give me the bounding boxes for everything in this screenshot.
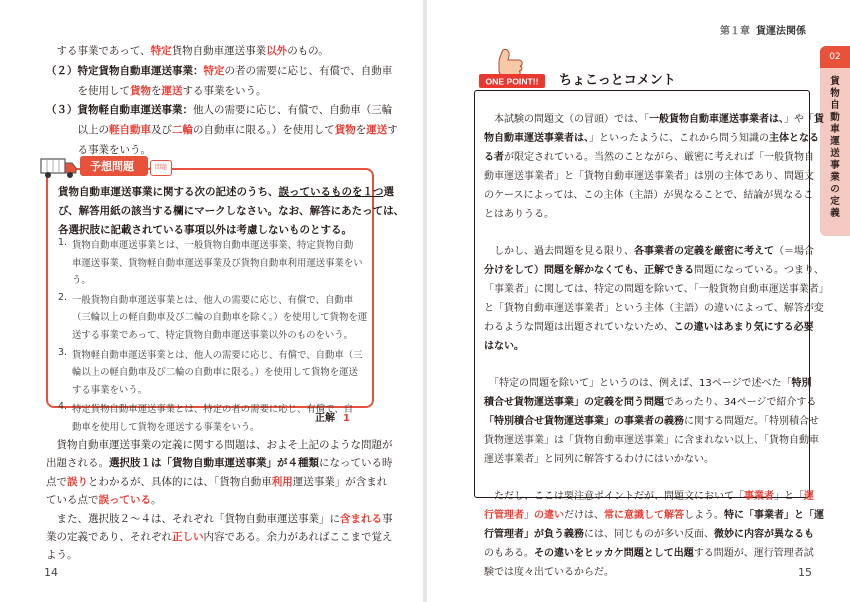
text-segment: 内容である。余力があればここまで覚え: [203, 531, 393, 544]
option-line: う。: [72, 275, 91, 287]
question-header: [40, 150, 170, 182]
bold-text: 一: [649, 114, 659, 125]
text-segment: 他人の需要に応じ、有償で、自動車（三輪: [193, 104, 393, 117]
text-line: [484, 487, 814, 506]
bold-text: 主体となる: [769, 133, 819, 144]
text-segment: また、選択肢２～４は、それぞれ「貨物自動車運送事業」に: [46, 512, 340, 525]
intro-definitions: [46, 42, 398, 161]
highlight-text: 行管理者: [484, 510, 524, 521]
text-segment: しよう。: [684, 510, 724, 521]
highlight-text: の違い: [534, 510, 564, 521]
highlight-text: 特定: [150, 45, 172, 57]
text-segment: の者の需要に応じ、有償で、自動車: [224, 64, 393, 77]
option-line: 送する事業であって、特定貨物自動車運送事業以外のものをいう。: [72, 329, 353, 341]
text-line: [484, 280, 829, 299]
text-segment: する問題が、運行管理者試: [693, 548, 814, 559]
bold-text: 各事業者の定義を厳密に考えて: [634, 246, 774, 257]
text-line: [46, 121, 398, 141]
text-line: [46, 546, 386, 564]
chapter-header: [716, 22, 806, 37]
text-segment: 及び: [151, 124, 172, 137]
text-segment: 業の定義であり、それぞれ: [46, 531, 172, 544]
text-segment: 験では度々出ているからだ。: [484, 567, 614, 578]
highlight-text: 常に意識して解答: [604, 510, 684, 521]
option-number: 2.: [58, 291, 67, 303]
text-segment: には、同じものが多い反面、: [584, 529, 714, 540]
option-line: 車運送事業、貨物軽自動車運送事業及び貨物自動車利用運送事業をい: [72, 257, 363, 269]
text-segment: わるような問題は出題されていないため、: [484, 322, 674, 333]
text-segment: 動車運送事業者」と「貨物自動車運送事業者」は別の主体であり、問題文: [484, 171, 814, 182]
option-line: 動車を使用して貨物を運送する事業をいう。: [72, 421, 260, 433]
text-segment: 以上の: [46, 124, 109, 137]
bold-text: （２）特定貨物自動車運送事業：: [46, 64, 204, 77]
text-segment: 事: [382, 512, 393, 525]
text-line: [46, 42, 386, 62]
explanation-text: [46, 436, 393, 565]
text-line: [484, 261, 824, 280]
answer-value: 1: [343, 413, 350, 424]
text-line: [46, 528, 393, 546]
text-line: [58, 202, 405, 221]
highlight-text: 特定: [203, 64, 225, 77]
highlight-text: 事業者: [744, 491, 774, 502]
text-line: [484, 110, 824, 129]
highlight-text: 貨物: [334, 124, 356, 137]
text-line: [484, 242, 814, 261]
text-segment: を: [355, 124, 367, 137]
text-segment: 。: [151, 494, 162, 507]
option-number: 1.: [58, 237, 67, 248]
text-segment: 各選択肢に記載されている事項以外は考慮しないものとする。: [58, 224, 352, 236]
option-line: 特定貨物自動車運送事業とは、特定の者の需要に応じ、有償で、自: [72, 404, 354, 416]
bold-text: の事業者の義務: [614, 416, 684, 427]
bold-text: 貨: [814, 114, 824, 125]
text-segment: 「特定の問題を除いて」というのは、例えば、13ページで述べた「: [484, 378, 792, 389]
text-segment: る事業をいう。: [46, 143, 151, 156]
text-line: [46, 454, 393, 472]
question-option: [58, 237, 370, 290]
highlight-text: 以外: [266, 45, 288, 57]
text-line: [484, 544, 814, 563]
text-line: [484, 205, 804, 224]
chapter-label: 第１章: [720, 26, 750, 37]
highlight-text: 二輪: [172, 124, 193, 137]
text-segment: 運送事業者」と同列に解答するわけにはいかない。: [484, 454, 714, 465]
text-line: [46, 436, 393, 454]
text-line: [484, 129, 819, 148]
question-mini-icon: 問題: [150, 160, 172, 176]
bold-text: 特別: [791, 378, 812, 389]
answer: [315, 409, 350, 424]
text-segment: 点で: [46, 475, 67, 488]
text-segment: 貨物自動車運送事業の定義に関する問題は、およそ上記のような問題が: [46, 439, 393, 451]
bold-text: はない。: [484, 341, 524, 352]
highlight-text: 含まれる: [340, 512, 382, 525]
option-text: [72, 237, 363, 290]
text-segment: する事業をいう。: [182, 84, 267, 97]
page-number-left: 14: [44, 566, 58, 579]
option-text: [72, 292, 367, 345]
option-text: [72, 401, 353, 436]
highlight-text: 誤り: [67, 475, 88, 488]
text-segment: 本試験の問題文（の冒頭）では、「: [484, 114, 649, 125]
question-prompt: [58, 183, 405, 240]
text-segment: であったり、34ページで紹介する: [664, 397, 817, 408]
text-segment: 」: [524, 510, 534, 521]
text-segment: 貨物自動車運送事業: [171, 45, 267, 57]
truck-icon: [40, 156, 78, 180]
option-line: （三輪以上の軽自動車及び二輪の自動車を除く。）を使用して貨物を運: [72, 312, 368, 324]
text-segment: 「事業者」に関しては、特定の問題を除いて、「一般貨物自動車運送事業者」: [484, 284, 829, 295]
question-option: [58, 347, 370, 400]
bold-text: 分けをして）問題を解かなくても、正解できる: [484, 265, 694, 276]
text-segment: 誤っているものを１つ: [278, 186, 384, 198]
option-number: 3.: [58, 346, 67, 358]
text-segment: のもある。: [484, 548, 534, 559]
highlight-text: 誤っている: [98, 494, 151, 507]
text-line: [484, 506, 824, 525]
text-line: [484, 393, 817, 412]
text-line: [484, 318, 814, 337]
text-line: [484, 450, 804, 469]
text-line: [484, 412, 819, 431]
highlight-text: 貨物: [130, 84, 151, 97]
text-segment: 選: [383, 186, 394, 198]
bold-text: 特に「事業者」と「運: [724, 510, 824, 521]
text-segment: （＝場合: [774, 246, 814, 257]
text-segment: 運送事業」が含まれ: [292, 475, 388, 488]
text-segment: になっている時: [319, 457, 393, 470]
bold-text: る者: [484, 152, 504, 163]
text-line: [484, 431, 819, 450]
paragraph-gap: [484, 224, 804, 242]
page-number-right: 15: [798, 566, 812, 579]
question-tag: 予想問題: [80, 156, 148, 176]
text-segment: 出題される。: [46, 457, 109, 470]
side-tab-text: 貨物自動車運送事業の定義: [830, 76, 840, 219]
text-line: [484, 148, 814, 167]
bold-text: 物自動車運送事業者は、: [484, 133, 589, 144]
text-segment: が限定されている。当然のことながら、厳密に考えれば「一般貨物自: [504, 152, 814, 163]
bold-text: 選択肢１は「貨物自動車運送事業」が４種類: [109, 457, 319, 470]
text-line: [46, 491, 386, 509]
text-segment: ている点で: [46, 494, 99, 507]
bold-text: その違いをヒッカケ問題として出題: [534, 548, 694, 559]
text-segment: 貨物運送事業」は「貨物自動車運送事業」に含まれない以上、「貨物自動車: [484, 435, 819, 446]
highlight-text: 正しい: [172, 531, 204, 544]
text-segment: だけは、: [564, 510, 604, 521]
option-line: 貨物自動車運送事業とは、一般貨物自動車運送事業、特定貨物自動: [72, 240, 354, 251]
option-line: する事業をいう。: [72, 384, 148, 396]
text-segment: と「貨物自動車運送事業者」という主体（主語）の違いによって、解答が変: [484, 303, 824, 314]
option-line: 一般貨物自動車運送事業とは、他人の需要に応じ、有償で、自動車: [72, 294, 354, 306]
text-segment: ただし、ここは要注意ポイントだが、問題文において「: [484, 491, 744, 502]
side-index-tab: [820, 46, 850, 236]
option-text: [72, 347, 362, 400]
bold-text: （３）貨物軽自動車運送事業：: [46, 104, 193, 117]
text-line: [46, 473, 386, 491]
text-segment: 」といったように、これから問う知識の: [589, 133, 769, 144]
text-line: [46, 62, 393, 82]
side-tab-number: 02: [820, 46, 850, 68]
chapter-title: 貨運法関係: [756, 26, 806, 37]
highlight-text: 運送: [366, 124, 388, 137]
text-segment: 」と「: [774, 491, 804, 502]
text-line: [484, 186, 814, 205]
text-line: [484, 525, 814, 544]
bold-text: 般貨物自動車運送事業者は、: [659, 114, 784, 125]
text-segment: のケースによっては、この主体（主語）が異なることで、結論が異なるこ: [484, 190, 814, 201]
text-segment: び、解答用紙の該当する欄にマークしなさい。なお、解答にあたっては、: [58, 205, 405, 217]
text-segment: 」や「: [784, 114, 814, 125]
text-segment: とはありうる。: [484, 209, 554, 220]
text-line: [46, 510, 393, 528]
text-segment: のもの。: [287, 45, 329, 57]
highlight-text: 軽自動車: [109, 124, 151, 137]
text-segment: 貨物自動車運送事業に関する次の記述のうち、: [58, 186, 279, 198]
bold-text: 微妙に内容が異なるも: [714, 529, 814, 540]
text-line: [484, 167, 814, 186]
text-line: [484, 299, 824, 318]
text-segment: とわかるが、具体的には、「貨物自動車: [88, 475, 272, 488]
text-line: [58, 183, 394, 202]
text-segment: を使用して: [46, 84, 130, 97]
paragraph-gap: [484, 469, 804, 487]
bold-text: 積合せ貨物運送事業」の定義を問う問題: [484, 397, 664, 408]
highlight-text: 運送: [161, 84, 183, 97]
option-line: 貨物軽自動車運送事業とは、他人の需要に応じ、有償で、自動車（三: [72, 349, 363, 361]
bold-text: 行管理者」が負う義務: [484, 529, 584, 540]
text-line: [46, 101, 393, 121]
highlight-text: 運: [804, 491, 814, 502]
text-segment: に関する問題だ。「特別積合せ: [684, 416, 819, 427]
text-segment: 問題になっている。つまり、: [694, 265, 824, 276]
thumbs-up-icon: [479, 48, 545, 88]
paragraph-gap: [484, 356, 804, 374]
option-number: 4.: [58, 401, 67, 413]
text-segment: を: [151, 84, 162, 97]
answer-label: 正解: [315, 413, 335, 424]
text-segment: す: [387, 124, 398, 137]
badge-text: ONE POINT!!: [485, 76, 539, 87]
text-segment: しかし、過去問題を見る限り、: [484, 246, 634, 257]
question-option: [58, 292, 370, 345]
bold-text: この違いはあまり気にする必要: [673, 322, 814, 333]
bold-text: 「特別積合せ貨物運送事業」: [484, 416, 614, 427]
text-line: [484, 563, 804, 582]
text-segment: の自動車に限る。）を使用して: [193, 124, 335, 137]
text-segment: する事業であって、: [46, 45, 151, 57]
text-line: [46, 82, 386, 102]
comment-title: ちょこっとコメント: [559, 73, 676, 88]
text-line: [484, 337, 804, 356]
text-segment: よう。: [46, 549, 78, 562]
option-line: 輪以上の軽自動車及び二輪の自動車に限る。）を使用して貨物を運送: [72, 367, 358, 379]
text-line: [484, 374, 812, 393]
highlight-text: 利用: [271, 475, 293, 488]
